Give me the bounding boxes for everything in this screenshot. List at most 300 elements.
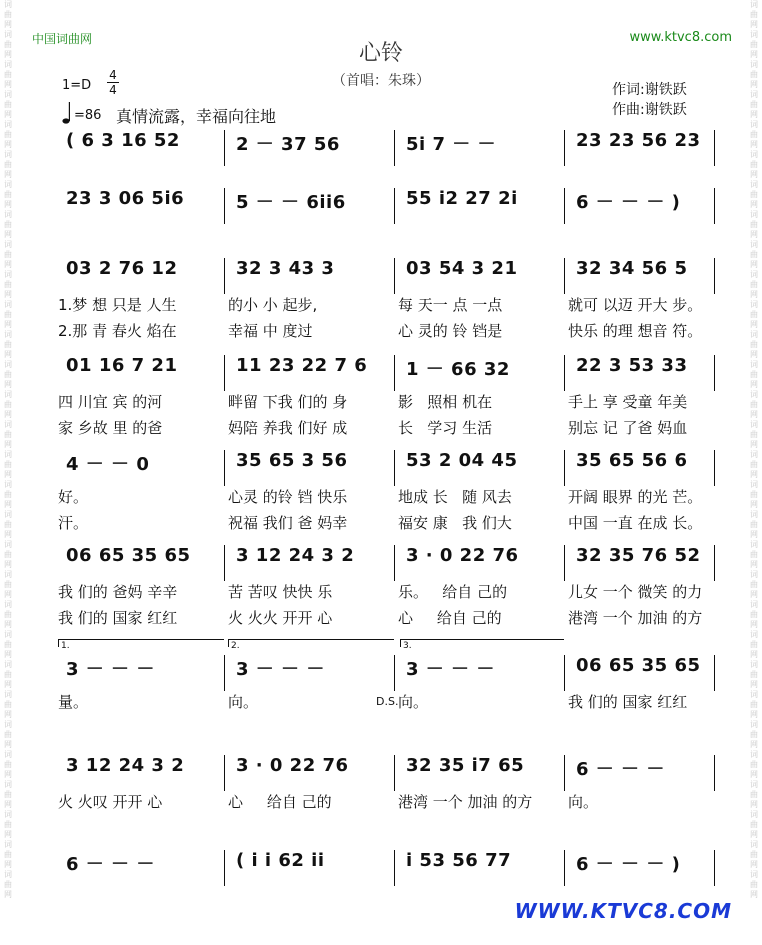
time-top: 4 bbox=[109, 68, 117, 82]
watermark-char: 词 bbox=[4, 210, 12, 219]
watermark-char: 网 bbox=[4, 770, 12, 779]
watermark-char: 网 bbox=[4, 890, 12, 899]
watermark-char: 曲 bbox=[750, 130, 758, 139]
watermark-char: 曲 bbox=[4, 400, 12, 409]
watermark-char: 词 bbox=[750, 420, 758, 429]
lyric-verse-1: 向。 bbox=[398, 693, 429, 711]
watermark-char: 曲 bbox=[4, 760, 12, 769]
volta-bracket bbox=[228, 639, 394, 647]
watermark-char: 曲 bbox=[750, 520, 758, 529]
measure: ( i i 62 ii bbox=[236, 850, 325, 871]
barline bbox=[224, 850, 225, 886]
watermark-char: 网 bbox=[750, 410, 758, 419]
barline bbox=[564, 355, 565, 391]
watermark-char: 网 bbox=[4, 200, 12, 209]
watermark-char: 词 bbox=[750, 120, 758, 129]
lyricist: 作词:谢铁跃 bbox=[612, 82, 687, 98]
watermark-char: 词 bbox=[750, 510, 758, 519]
watermark-char: 曲 bbox=[750, 250, 758, 259]
measure: 23 23 56 23 bbox=[576, 130, 701, 151]
barline bbox=[564, 450, 565, 486]
barline bbox=[564, 850, 565, 886]
watermark-char: 词 bbox=[750, 360, 758, 369]
watermark-char: 网 bbox=[750, 500, 758, 509]
barline bbox=[564, 258, 565, 294]
watermark-char: 网 bbox=[750, 110, 758, 119]
watermark-char: 曲 bbox=[4, 490, 12, 499]
watermark-char: 曲 bbox=[4, 310, 12, 319]
lyric-verse-1: 开阔 眼界 的光 芒。 bbox=[568, 488, 703, 506]
measure: 5 － － 6ii6 bbox=[236, 192, 346, 213]
watermark-left bbox=[0, 0, 16, 945]
watermark-char: 曲 bbox=[750, 490, 758, 499]
watermark-char: 词 bbox=[4, 330, 12, 339]
watermark-char: 曲 bbox=[4, 610, 12, 619]
volta-label: 3. bbox=[403, 641, 412, 651]
barline-end bbox=[714, 188, 715, 224]
watermark-char: 曲 bbox=[750, 700, 758, 709]
lyric-verse-2: 2.那 青 春火 焰在 bbox=[58, 322, 177, 340]
watermark-char: 曲 bbox=[4, 580, 12, 589]
watermark-char: 词 bbox=[4, 150, 12, 159]
watermark-char: 词 bbox=[750, 870, 758, 879]
watermark-char: 曲 bbox=[750, 850, 758, 859]
watermark-char: 网 bbox=[4, 50, 12, 59]
watermark-char: 曲 bbox=[750, 190, 758, 199]
barline bbox=[394, 130, 395, 166]
lyric-verse-1: 火 火叹 开开 心 bbox=[58, 793, 163, 811]
watermark-char: 词 bbox=[4, 870, 12, 879]
lyric-verse-1: 儿女 一个 微笑 的力 bbox=[568, 583, 703, 601]
barline bbox=[564, 130, 565, 166]
watermark-char: 曲 bbox=[750, 790, 758, 799]
watermark-char: 词 bbox=[4, 840, 12, 849]
watermark-char: 曲 bbox=[4, 100, 12, 109]
barline-end bbox=[714, 545, 715, 581]
lyric-verse-2: 长 学习 生活 bbox=[398, 419, 493, 437]
watermark-char: 曲 bbox=[750, 760, 758, 769]
lyric-verse-1: 我 们的 国家 红红 bbox=[568, 693, 688, 711]
measure: 32 35 i7 65 bbox=[406, 755, 525, 776]
lyric-verse-2: 福安 康 我 们大 bbox=[398, 514, 512, 532]
watermark-char: 词 bbox=[750, 390, 758, 399]
measure: 01 16 7 21 bbox=[66, 355, 178, 376]
watermark-char: 网 bbox=[750, 170, 758, 179]
watermark-char: 词 bbox=[4, 390, 12, 399]
barline-end bbox=[714, 355, 715, 391]
watermark-char: 网 bbox=[750, 260, 758, 269]
lyric-verse-2: 快乐 的理 想音 符。 bbox=[568, 322, 703, 340]
barline-end bbox=[714, 655, 715, 691]
barline bbox=[224, 450, 225, 486]
watermark-char: 词 bbox=[4, 90, 12, 99]
song-title: 心铃 bbox=[358, 41, 403, 66]
watermark-char: 词 bbox=[4, 480, 12, 489]
measure: 11 23 22 7 6 bbox=[236, 355, 368, 376]
watermark-char: 曲 bbox=[750, 70, 758, 79]
barline bbox=[394, 655, 395, 691]
watermark-char: 网 bbox=[750, 590, 758, 599]
lyric-verse-1: 的小 小 起步, bbox=[228, 296, 318, 314]
watermark-char: 曲 bbox=[750, 370, 758, 379]
barline bbox=[224, 188, 225, 224]
measure: 06 65 35 65 bbox=[66, 545, 191, 566]
measure: 4 － － 0 bbox=[66, 454, 150, 475]
measure: 32 34 56 5 bbox=[576, 258, 688, 279]
watermark-char: 曲 bbox=[4, 430, 12, 439]
watermark-char: 曲 bbox=[4, 460, 12, 469]
watermark-char: 词 bbox=[4, 0, 12, 9]
watermark-char: 曲 bbox=[750, 460, 758, 469]
measure: 23 3 06 5i6 bbox=[66, 188, 185, 209]
watermark-char: 网 bbox=[750, 740, 758, 749]
lyric-verse-1: 港湾 一个 加油 的方 bbox=[398, 793, 533, 811]
measure: 2 － 37 56 bbox=[236, 134, 340, 155]
volta-bracket bbox=[58, 639, 224, 647]
measure: 6 － － － bbox=[66, 854, 155, 875]
watermark-char: 词 bbox=[4, 750, 12, 759]
watermark-char: 词 bbox=[750, 180, 758, 189]
watermark-char: 网 bbox=[4, 620, 12, 629]
watermark-char: 曲 bbox=[750, 550, 758, 559]
watermark-char: 词 bbox=[4, 300, 12, 309]
watermark-char: 网 bbox=[4, 260, 12, 269]
watermark-char: 曲 bbox=[4, 10, 12, 19]
barline bbox=[394, 545, 395, 581]
watermark-char: 词 bbox=[4, 30, 12, 39]
watermark-char: 网 bbox=[4, 590, 12, 599]
watermark-char: 曲 bbox=[4, 520, 12, 529]
lyric-verse-2: 心 灵的 铃 铛是 bbox=[398, 322, 503, 340]
measure: 3 － － － bbox=[406, 659, 495, 680]
watermark-char: 网 bbox=[4, 830, 12, 839]
watermark-char: 网 bbox=[4, 230, 12, 239]
lyric-verse-2: 家 乡故 里 的爸 bbox=[58, 419, 163, 437]
volta-label: 1. bbox=[61, 641, 70, 651]
barline bbox=[224, 545, 225, 581]
lyric-verse-2: 祝福 我们 爸 妈幸 bbox=[228, 514, 348, 532]
watermark-char: 曲 bbox=[4, 280, 12, 289]
watermark-char: 词 bbox=[4, 60, 12, 69]
watermark-char: 曲 bbox=[4, 850, 12, 859]
singer-credit: （首唱：朱珠） bbox=[332, 73, 430, 89]
watermark-char: 词 bbox=[4, 600, 12, 609]
watermark-right bbox=[746, 0, 762, 945]
lyric-verse-1: 量。 bbox=[58, 693, 89, 711]
measure: 03 54 3 21 bbox=[406, 258, 518, 279]
measure: 6 － － － ) bbox=[576, 854, 681, 875]
watermark-char: 曲 bbox=[4, 160, 12, 169]
measure: 6 － － － bbox=[576, 759, 665, 780]
measure: 3 12 24 3 2 bbox=[66, 755, 185, 776]
barline bbox=[394, 755, 395, 791]
watermark-char: 曲 bbox=[750, 820, 758, 829]
watermark-char: 网 bbox=[750, 80, 758, 89]
watermark-char: 曲 bbox=[4, 340, 12, 349]
watermark-char: 词 bbox=[750, 90, 758, 99]
watermark-char: 曲 bbox=[4, 40, 12, 49]
watermark-char: 词 bbox=[4, 660, 12, 669]
watermark-char: 词 bbox=[750, 450, 758, 459]
barline bbox=[224, 355, 225, 391]
measure: 6 － － － ) bbox=[576, 192, 681, 213]
watermark-char: 网 bbox=[4, 560, 12, 569]
watermark-char: 曲 bbox=[4, 190, 12, 199]
watermark-char: 网 bbox=[750, 710, 758, 719]
watermark-char: 词 bbox=[750, 330, 758, 339]
watermark-char: 曲 bbox=[4, 820, 12, 829]
barline-end bbox=[714, 850, 715, 886]
lyric-verse-1: 影 照相 机在 bbox=[398, 393, 493, 411]
watermark-char: 词 bbox=[4, 180, 12, 189]
watermark-char: 网 bbox=[750, 380, 758, 389]
watermark-char: 曲 bbox=[4, 730, 12, 739]
watermark-char: 词 bbox=[4, 630, 12, 639]
lyric-verse-1: 四 川宜 宾 的河 bbox=[58, 393, 163, 411]
watermark-char: 网 bbox=[750, 890, 758, 899]
watermark-char: 曲 bbox=[750, 310, 758, 319]
volta-bracket bbox=[400, 639, 564, 647]
expression-marking: 真情流露，幸福向往地 bbox=[116, 107, 277, 126]
measure: 03 2 76 12 bbox=[66, 258, 178, 279]
watermark-char: 曲 bbox=[4, 370, 12, 379]
credits bbox=[612, 80, 687, 120]
watermark-char: 词 bbox=[750, 780, 758, 789]
measure: 32 35 76 52 bbox=[576, 545, 701, 566]
measure: 1 － 66 32 bbox=[406, 359, 510, 380]
watermark-char: 网 bbox=[750, 50, 758, 59]
watermark-char: 网 bbox=[750, 530, 758, 539]
watermark-char: 词 bbox=[750, 720, 758, 729]
lyric-verse-1: 好。 bbox=[58, 488, 89, 506]
lyric-verse-1: 地成 长 随 风去 bbox=[398, 488, 512, 506]
barline-end bbox=[714, 258, 715, 294]
watermark-char: 网 bbox=[750, 620, 758, 629]
watermark-char: 词 bbox=[750, 300, 758, 309]
watermark-char: 词 bbox=[750, 690, 758, 699]
lyric-verse-2: 妈陪 养我 们好 成 bbox=[228, 419, 348, 437]
watermark-char: 曲 bbox=[750, 610, 758, 619]
watermark-char: 词 bbox=[750, 840, 758, 849]
tempo-marking: =86 bbox=[74, 108, 102, 123]
lyric-verse-1: 苦 苦叹 快快 乐 bbox=[228, 583, 333, 601]
measure: 3 · 0 22 76 bbox=[406, 545, 519, 566]
watermark-char: 网 bbox=[4, 20, 12, 29]
barline bbox=[224, 258, 225, 294]
watermark-char: 网 bbox=[750, 650, 758, 659]
watermark-char: 网 bbox=[750, 320, 758, 329]
lyric-verse-2: 别忘 记 了爸 妈血 bbox=[568, 419, 688, 437]
lyric-verse-2: 港湾 一个 加油 的方 bbox=[568, 609, 703, 627]
watermark-char: 网 bbox=[4, 740, 12, 749]
watermark-char: 词 bbox=[750, 810, 758, 819]
volta-label: 2. bbox=[231, 641, 240, 651]
watermark-char: 曲 bbox=[750, 670, 758, 679]
watermark-char: 词 bbox=[750, 630, 758, 639]
watermark-char: 曲 bbox=[750, 640, 758, 649]
watermark-char: 曲 bbox=[4, 790, 12, 799]
watermark-char: 词 bbox=[4, 420, 12, 429]
watermark-char: 网 bbox=[4, 410, 12, 419]
lyric-verse-1: 向。 bbox=[568, 793, 599, 811]
watermark-char: 网 bbox=[750, 680, 758, 689]
measure: 06 65 35 65 bbox=[576, 655, 701, 676]
lyric-verse-2: 心 给自 己的 bbox=[398, 609, 502, 627]
watermark-char: 曲 bbox=[750, 580, 758, 589]
watermark-char: 曲 bbox=[4, 700, 12, 709]
watermark-char: 曲 bbox=[750, 10, 758, 19]
watermark-char: 曲 bbox=[4, 670, 12, 679]
watermark-char: 网 bbox=[4, 680, 12, 689]
lyric-verse-1: 向。 bbox=[228, 693, 259, 711]
measure: 53 2 04 45 bbox=[406, 450, 518, 471]
watermark-char: 词 bbox=[750, 150, 758, 159]
watermark-char: 网 bbox=[4, 80, 12, 89]
barline bbox=[564, 755, 565, 791]
watermark-char: 词 bbox=[750, 750, 758, 759]
watermark-char: 网 bbox=[4, 530, 12, 539]
watermark-char: 曲 bbox=[4, 70, 12, 79]
watermark-char: 词 bbox=[4, 510, 12, 519]
measure: 5i 7 － － bbox=[406, 134, 497, 155]
watermark-char: 词 bbox=[750, 600, 758, 609]
lyric-verse-2: 幸福 中 度过 bbox=[228, 322, 313, 340]
watermark-char: 网 bbox=[750, 200, 758, 209]
lyric-verse-1: 心灵 的铃 铛 快乐 bbox=[228, 488, 348, 506]
lyric-verse-2: 火 火火 开开 心 bbox=[228, 609, 333, 627]
watermark-char: 词 bbox=[4, 120, 12, 129]
watermark-char: 曲 bbox=[4, 880, 12, 889]
watermark-char: 曲 bbox=[4, 550, 12, 559]
watermark-char: 网 bbox=[4, 440, 12, 449]
watermark-char: 网 bbox=[750, 230, 758, 239]
lyric-verse-2: 我 们的 国家 红红 bbox=[58, 609, 178, 627]
watermark-char: 词 bbox=[4, 570, 12, 579]
watermark-char: 曲 bbox=[750, 280, 758, 289]
dal-segno-marking: D.S. bbox=[376, 695, 399, 708]
watermark-char: 词 bbox=[750, 270, 758, 279]
time-bottom: 4 bbox=[109, 83, 117, 97]
site-logo[interactable]: WWW.KTVC8.COM bbox=[514, 899, 732, 923]
lyric-verse-1: 乐。 给自 己的 bbox=[398, 583, 508, 601]
barline bbox=[224, 655, 225, 691]
barline bbox=[564, 188, 565, 224]
measure: 35 65 56 6 bbox=[576, 450, 688, 471]
site-url[interactable]: www.ktvc8.com bbox=[629, 30, 732, 45]
lyric-verse-1: 就可 以迈 开大 步。 bbox=[568, 296, 703, 314]
watermark-char: 网 bbox=[750, 830, 758, 839]
barline-end bbox=[714, 755, 715, 791]
watermark-char: 网 bbox=[750, 470, 758, 479]
barline bbox=[394, 450, 395, 486]
watermark-char: 网 bbox=[750, 560, 758, 569]
lyric-verse-1: 1.梦 想 只是 人生 bbox=[58, 296, 177, 314]
watermark-char: 曲 bbox=[4, 250, 12, 259]
watermark-char: 词 bbox=[4, 270, 12, 279]
barline-end bbox=[714, 130, 715, 166]
measure: i 53 56 77 bbox=[406, 850, 512, 871]
watermark-char: 网 bbox=[750, 350, 758, 359]
watermark-char: 词 bbox=[4, 810, 12, 819]
measure: 3 － － － bbox=[66, 659, 155, 680]
barline bbox=[224, 755, 225, 791]
measure: 55 i2 27 2i bbox=[406, 188, 518, 209]
watermark-char: 词 bbox=[4, 540, 12, 549]
watermark-char: 曲 bbox=[4, 640, 12, 649]
watermark-char: 网 bbox=[750, 440, 758, 449]
lyric-verse-1: 手上 享 受童 年美 bbox=[568, 393, 688, 411]
watermark-char: 网 bbox=[4, 860, 12, 869]
watermark-char: 网 bbox=[4, 140, 12, 149]
watermark-char: 词 bbox=[4, 240, 12, 249]
watermark-char: 曲 bbox=[4, 130, 12, 139]
watermark-char: 词 bbox=[4, 690, 12, 699]
watermark-char: 词 bbox=[750, 570, 758, 579]
barline bbox=[394, 258, 395, 294]
watermark-char: 网 bbox=[750, 800, 758, 809]
watermark-char: 网 bbox=[4, 500, 12, 509]
watermark-char: 词 bbox=[4, 720, 12, 729]
watermark-char: 曲 bbox=[750, 400, 758, 409]
lyric-verse-2: 中国 一直 在成 长。 bbox=[568, 514, 703, 532]
watermark-char: 网 bbox=[4, 710, 12, 719]
barline-end bbox=[714, 450, 715, 486]
lyric-verse-1: 我 们的 爸妈 辛辛 bbox=[58, 583, 178, 601]
time-signature bbox=[106, 68, 120, 97]
watermark-char: 曲 bbox=[750, 340, 758, 349]
watermark-char: 词 bbox=[4, 780, 12, 789]
watermark-char: 网 bbox=[4, 800, 12, 809]
watermark-char: 曲 bbox=[750, 100, 758, 109]
barline bbox=[394, 850, 395, 886]
watermark-char: 网 bbox=[4, 380, 12, 389]
lyric-verse-2: 汗。 bbox=[58, 514, 89, 532]
watermark-char: 网 bbox=[4, 650, 12, 659]
watermark-char: 曲 bbox=[750, 40, 758, 49]
watermark-char: 网 bbox=[4, 110, 12, 119]
barline bbox=[394, 355, 395, 391]
measure: 3 － － － bbox=[236, 659, 325, 680]
composer: 作曲:谢铁跃 bbox=[612, 102, 687, 118]
watermark-char: 网 bbox=[750, 290, 758, 299]
watermark-char: 词 bbox=[750, 540, 758, 549]
watermark-char: 网 bbox=[750, 770, 758, 779]
watermark-char: 曲 bbox=[750, 160, 758, 169]
watermark-char: 曲 bbox=[750, 730, 758, 739]
key-signature: 1=D bbox=[62, 78, 92, 93]
watermark-char: 词 bbox=[750, 0, 758, 9]
watermark-char: 网 bbox=[750, 860, 758, 869]
watermark-char: 词 bbox=[750, 240, 758, 249]
barline bbox=[394, 188, 395, 224]
watermark-char: 词 bbox=[750, 30, 758, 39]
watermark-char: 词 bbox=[750, 60, 758, 69]
lyric-verse-1: 畔留 下我 们的 身 bbox=[228, 393, 348, 411]
watermark-char: 网 bbox=[4, 290, 12, 299]
site-name[interactable]: 中国词曲网 bbox=[32, 32, 93, 46]
measure: 3 · 0 22 76 bbox=[236, 755, 349, 776]
watermark-char: 网 bbox=[4, 350, 12, 359]
barline bbox=[564, 655, 565, 691]
watermark-char: 曲 bbox=[4, 220, 12, 229]
watermark-char: 网 bbox=[750, 140, 758, 149]
watermark-char: 词 bbox=[4, 360, 12, 369]
watermark-char: 网 bbox=[4, 320, 12, 329]
watermark-char: 曲 bbox=[750, 880, 758, 889]
watermark-char: 曲 bbox=[750, 220, 758, 229]
quarter-note-icon bbox=[62, 100, 72, 126]
lyric-verse-1: 心 给自 己的 bbox=[228, 793, 332, 811]
